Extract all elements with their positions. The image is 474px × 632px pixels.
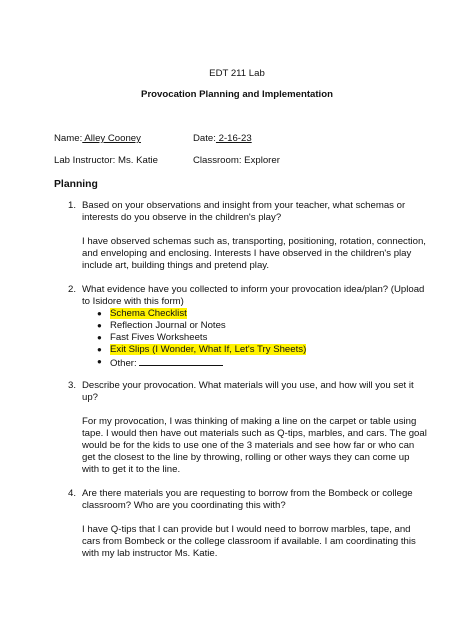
question-2-number: 2. [68, 284, 77, 295]
question-4-number: 4. [68, 488, 77, 499]
evidence-label: Exit Slips (I Wonder, What If, Let's Try Sheets) [110, 344, 307, 355]
bullet-icon: ● [97, 309, 102, 318]
question-3-line-1: Describe your provocation. What materials will you use, and how will you set it [82, 380, 414, 391]
evidence-option-other [110, 356, 223, 370]
name-label: Name: [54, 133, 83, 144]
date-value: 2-16-23 [215, 133, 252, 144]
question-2-line-2: to Isidore with this form) [82, 296, 184, 307]
date-label: Date: [193, 133, 216, 144]
bullet-icon: ● [97, 333, 102, 342]
answer-1-line-1: I have observed schemas such as, transporting, positioning, rotation, connection, [82, 236, 426, 247]
answer-1-line-2: and enveloping and enclosing. Interests I have observed in the children's play [82, 248, 412, 259]
question-4-line-2: classroom? Who are you coordinating this with? [82, 500, 286, 511]
answer-4-line-1: I have Q-tips that I can provide but I would need to borrow marbles, tape, and [82, 524, 411, 535]
course-title: EDT 211 Lab [209, 68, 265, 79]
classroom: Classroom: Explorer [193, 155, 280, 166]
question-1-line-1: Based on your observations and insight from your teacher, what schemas or [82, 200, 406, 211]
bullet-icon: ● [97, 345, 102, 354]
evidence-label: Schema Checklist [110, 308, 187, 319]
name-field [54, 133, 141, 145]
question-1-line-2: interests do you observe in the children's play? [82, 212, 282, 223]
answer-4-line-3: with my lab instructor Ms. Katie. [82, 548, 218, 559]
question-3-line-2: up? [82, 392, 99, 403]
answer-3-line-5: with to get it to the line. [82, 464, 181, 475]
question-4-line-1: Are there materials you are requesting to borrow from the Bombeck or college [82, 488, 413, 499]
evidence-option-reflection-journal [110, 320, 226, 332]
question-3-number: 3. [68, 380, 77, 391]
date-field [193, 133, 252, 145]
evidence-label: Reflection Journal or Notes [110, 320, 226, 331]
answer-3-line-3: would be for the kids to use one of the 3 materials and see how far or who can [82, 440, 415, 451]
lab-instructor: Lab Instructor: Ms. Katie [54, 155, 158, 166]
bullet-icon: ● [97, 357, 102, 366]
answer-3-line-2: tape. I would then have out materials such as Q-tips, marbles, and cars. The goal [82, 428, 427, 439]
answer-1-line-3: include art, building things and pretend play. [82, 260, 270, 271]
evidence-option-fast-fives [110, 332, 207, 344]
evidence-label: Other: [110, 358, 140, 369]
answer-3-line-4: get the closest to the line by throwing, rolling or other ways they can come up [82, 452, 410, 463]
section-heading: Planning [54, 179, 98, 190]
evidence-option-exit-slips [110, 344, 306, 356]
bullet-icon: ● [97, 321, 102, 330]
question-1-number: 1. [68, 200, 77, 211]
question-2-line-1: What evidence have you collected to inform your provocation idea/plan? (Upload [82, 284, 425, 295]
document-title: Provocation Planning and Implementation [141, 89, 333, 100]
answer-4-line-2: cars from Bombeck or the college classroom if available. I am coordinating this [82, 536, 416, 547]
evidence-option-schema-checklist [110, 308, 187, 320]
answer-3-line-1: For my provocation, I was thinking of making a line on the carpet or table using [82, 416, 417, 427]
evidence-label: Fast Fives Worksheets [110, 332, 208, 343]
name-value: Alley Cooney [82, 133, 141, 144]
other-blank [139, 356, 223, 366]
